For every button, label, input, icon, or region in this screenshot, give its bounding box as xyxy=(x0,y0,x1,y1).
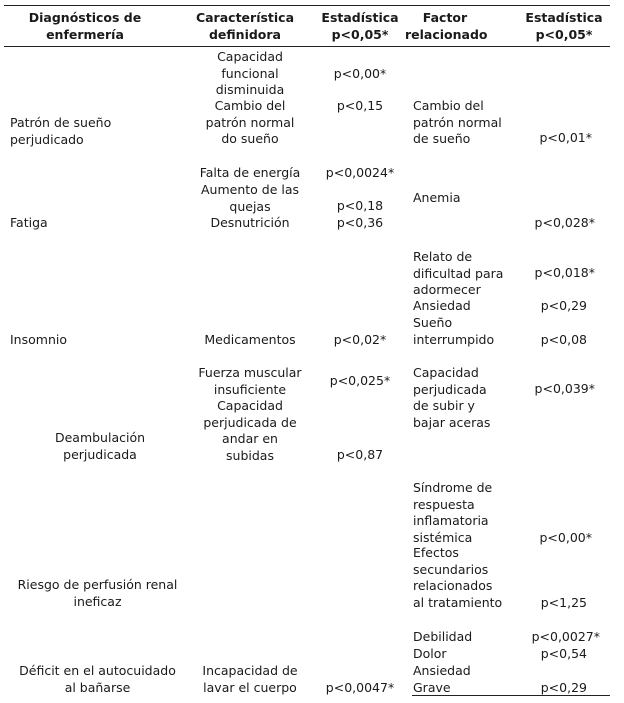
factor-stat-cell: p<0,54 xyxy=(540,646,587,661)
header-rule xyxy=(4,46,610,47)
characteristic-stat-cell: p<0,18 xyxy=(336,198,384,213)
factor-cell: Cambio del patrón normal de sueño xyxy=(413,98,502,146)
factor-stat-cell: p<0,0027* xyxy=(531,629,600,644)
factor-stat-cell: p<0,039* xyxy=(534,381,595,396)
table-bottom-rule xyxy=(412,695,610,696)
diagnosis-cell: Deambulación perjudicada xyxy=(54,430,146,462)
table-top-rule xyxy=(4,5,610,6)
factor-stat-cell: p<0,028* xyxy=(534,215,595,230)
characteristic-stat-cell: p<0,025* xyxy=(329,373,391,388)
factor-cell: Ansiedad xyxy=(413,298,471,313)
factor-cell: Sueño interrumpido xyxy=(413,315,495,347)
diagnosis-cell: Déficit en el autocuidado al bañarse xyxy=(19,663,176,695)
diagnosis-cell: Fatiga xyxy=(10,215,48,230)
characteristic-cell: Desnutrición xyxy=(210,215,290,230)
characteristic-cell: Aumento de las quejas xyxy=(200,182,300,214)
header-diagnosticos: Diagnósticos de enfermería xyxy=(28,10,142,42)
factor-stat-cell: p<0,29 xyxy=(540,680,587,695)
factor-stat-cell: p<0,018* xyxy=(534,265,595,280)
characteristic-stat-cell: p<0,02* xyxy=(333,332,387,347)
characteristic-cell: Cambio del patrón normal do sueño xyxy=(205,98,295,146)
characteristic-stat-cell: p<0,15 xyxy=(336,98,384,113)
factor-cell: Ansiedad xyxy=(413,663,471,678)
factor-cell: Efectos secundarios relacionados al tratamiento xyxy=(413,545,503,610)
factor-stat-cell: p<1,25 xyxy=(540,595,587,610)
characteristic-stat-cell: p<0,36 xyxy=(336,215,384,230)
factor-cell: Relato de dificultad para adormecer xyxy=(413,249,504,297)
factor-stat-cell: p<0,29 xyxy=(540,298,587,313)
characteristic-cell: Incapacidad de lavar el cuerpo xyxy=(202,663,298,695)
diagnosis-cell: Riesgo de perfusión renal ineficaz xyxy=(17,577,178,609)
characteristic-cell: Capacidad perjudicada de andar en subidas xyxy=(203,398,297,463)
characteristic-stat-cell: p<0,0047* xyxy=(325,680,395,695)
factor-stat-cell: p<0,01* xyxy=(539,130,592,145)
header-estadistica-1: Estadística p<0,05* xyxy=(321,10,399,42)
factor-cell: Síndrome de respuesta inflamatoria sistémica xyxy=(413,480,493,545)
header-factor: Factor relacionado xyxy=(405,10,488,42)
factor-cell: Capacidad perjudicada de subir y bajar aceras xyxy=(413,365,491,430)
factor-cell: Grave xyxy=(413,680,451,695)
header-caracteristica: Característica definidora xyxy=(195,10,295,42)
characteristic-stat-cell: p<0,0024* xyxy=(325,165,395,180)
header-estadistica-2: Estadística p<0,05* xyxy=(525,10,603,42)
factor-cell: Anemia xyxy=(413,190,461,205)
diagnosis-cell: Insomnio xyxy=(10,332,67,347)
diagnosis-cell: Patrón de sueño perjudicado xyxy=(10,115,112,147)
factor-stat-cell: p<0,08 xyxy=(540,332,587,347)
characteristic-stat-cell: p<0,00* xyxy=(333,66,387,81)
factor-stat-cell: p<0,00* xyxy=(539,530,592,545)
characteristic-stat-cell: p<0,87 xyxy=(336,447,384,462)
characteristic-cell: Medicamentos xyxy=(204,332,296,347)
factor-cell: Dolor xyxy=(413,646,447,661)
characteristic-cell: Capacidad funcional disminuida xyxy=(215,49,285,97)
factor-cell: Debilidad xyxy=(413,629,473,644)
characteristic-cell: Falta de energía xyxy=(199,165,301,180)
characteristic-cell: Fuerza muscular insuficiente xyxy=(198,365,302,397)
